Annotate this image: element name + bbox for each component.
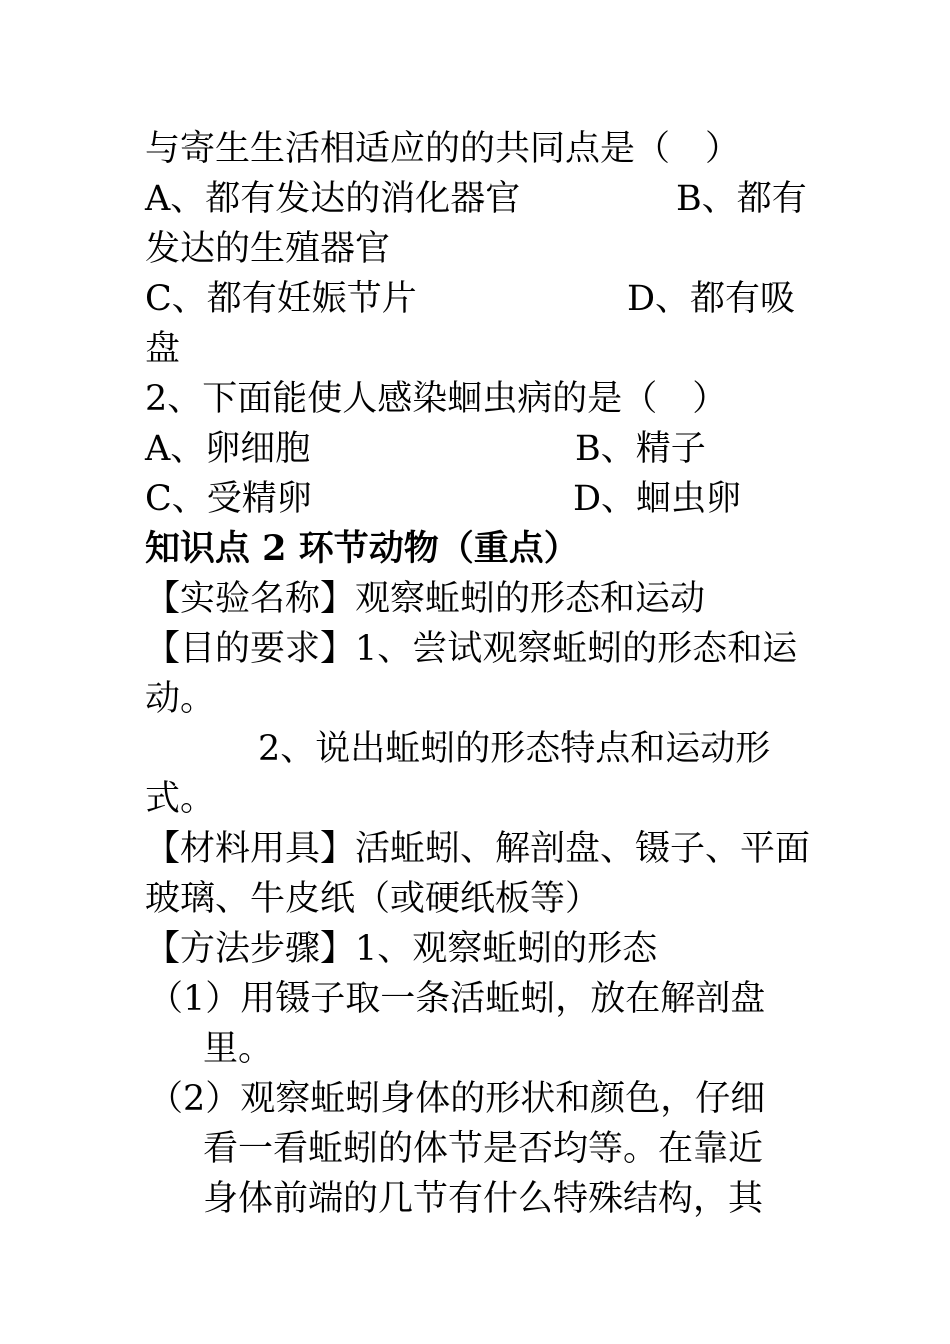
method-heading: 【方法步骤】1、观察蚯蚓的形态 <box>145 929 658 969</box>
option-c: C、受精卵 <box>145 479 312 519</box>
question-2-options-cd <box>145 474 807 524</box>
goal-line-1-continued: 动。 <box>145 679 216 719</box>
option-d-continued: 盘 <box>145 329 181 369</box>
option-a: A、卵细胞 <box>145 429 311 469</box>
question-1-stem: 与寄生生活相适应的的共同点是（ ） <box>145 129 741 169</box>
step-1: （1）用镊子取一条活蚯蚓，放在解剖盘 <box>148 979 766 1019</box>
option-b: B、精子 <box>575 429 706 469</box>
option-d: D、蛔虫卵 <box>573 479 742 519</box>
question-2-stem: 2、下面能使人感染蛔虫病的是（ ） <box>145 379 728 419</box>
goal-line-2-continued: 式。 <box>145 779 216 819</box>
section-heading: 知识点 2 环节动物（重点） <box>145 528 579 569</box>
experiment-name: 【实验名称】观察蚯蚓的形态和运动 <box>145 579 706 619</box>
materials-line: 【材料用具】活蚯蚓、解剖盘、镊子、平面 <box>145 829 811 869</box>
option-b-continued: 发达的生殖器官 <box>145 229 391 269</box>
step-2-line-3: 身体前端的几节有什么特殊结构，其 <box>203 1179 764 1219</box>
step-1-continued: 里。 <box>203 1029 274 1069</box>
step-2: （2）观察蚯蚓身体的形状和颜色，仔细 <box>148 1079 766 1119</box>
goal-line-1: 【目的要求】1、尝试观察蚯蚓的形态和运 <box>145 629 798 669</box>
step-2-line-2: 看一看蚯蚓的体节是否均等。在靠近 <box>203 1129 764 1169</box>
question-1-options-ab <box>145 174 807 224</box>
option-c: C、都有妊娠节片 <box>145 279 417 319</box>
option-a: A、都有发达的消化器官 <box>145 179 521 219</box>
question-1-options-cd <box>145 274 807 324</box>
question-2-options-ab <box>145 424 807 474</box>
goal-line-2: 2、说出蚯蚓的形态特点和运动形 <box>258 729 771 769</box>
option-b: B、都有 <box>676 179 807 219</box>
option-d: D、都有吸 <box>627 279 796 319</box>
materials-line-continued: 玻璃、牛皮纸（或硬纸板等） <box>145 879 601 919</box>
